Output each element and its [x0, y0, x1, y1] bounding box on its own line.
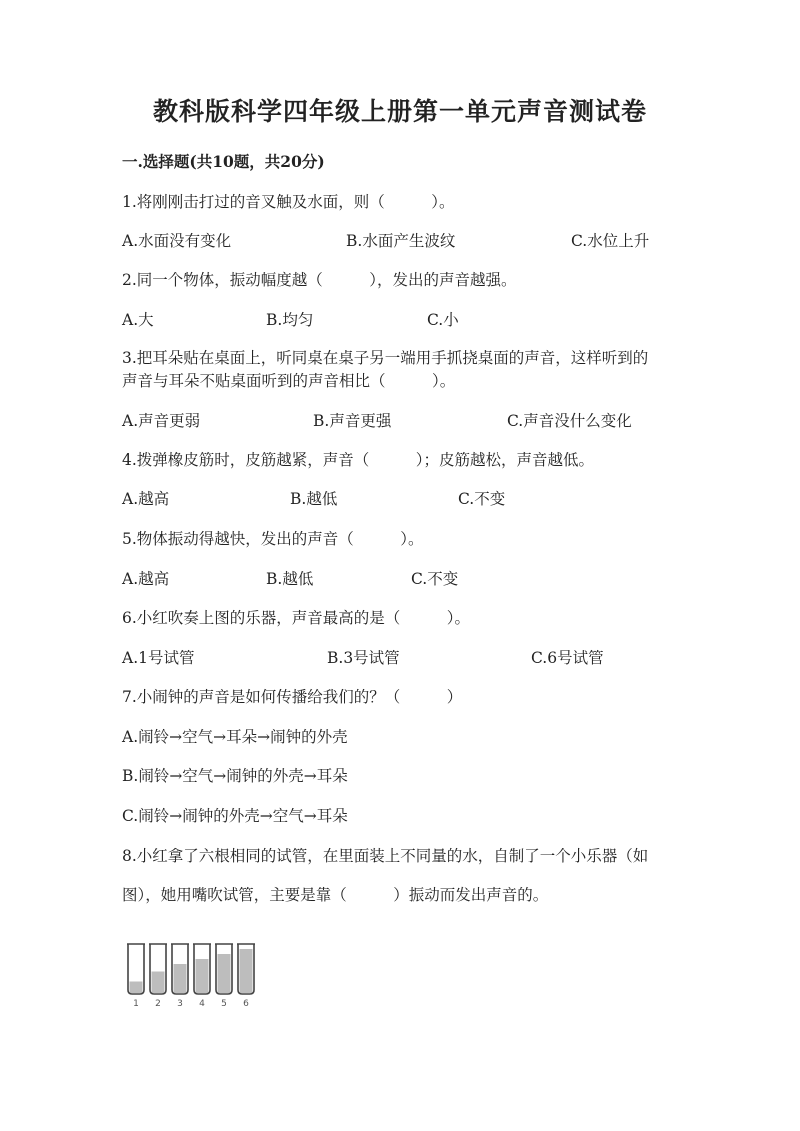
- q4-option-c: C.不变: [458, 490, 506, 508]
- water-level-5: [218, 954, 231, 993]
- q2-option-b: B.均匀: [266, 311, 314, 329]
- tube-label-3: 3: [177, 999, 183, 1009]
- test-tubes-figure: [124, 940, 264, 1015]
- q6-option-a: A.1号试管: [122, 649, 195, 667]
- q3-option-c: C.声音没什么变化: [507, 412, 632, 430]
- q2-option-a: A.大: [122, 311, 154, 329]
- q3-option-a: A.声音更弱: [122, 412, 201, 430]
- tube-label-1: 1: [133, 999, 139, 1009]
- question-3-line-1: 3.把耳朵贴在桌面上，听同桌在桌子另一端用手抓挠桌面的声音，这样听到的: [122, 349, 649, 367]
- question-3-line-2: 声音与耳朵不贴桌面听到的声音相比（ ）。: [122, 372, 456, 390]
- q5-option-a: A.越高: [122, 570, 170, 588]
- test-tube-5: [215, 944, 233, 1009]
- water-level-6: [240, 949, 253, 993]
- q2-option-c: C.小: [427, 311, 459, 329]
- q7-option-c: C.闹铃→闹钟的外壳→空气→耳朵: [122, 807, 348, 825]
- page-title: 教科版科学四年级上册第一单元声音测试卷: [152, 97, 647, 126]
- q6-option-c: C.6号试管: [531, 649, 604, 667]
- q1-option-c: C.水位上升: [571, 232, 650, 250]
- water-level-1: [130, 982, 143, 994]
- tube-label-2: 2: [155, 999, 161, 1009]
- tube-label-5: 5: [221, 999, 227, 1009]
- q1-option-a: A.水面没有变化: [122, 232, 232, 250]
- q4-option-a: A.越高: [122, 490, 170, 508]
- q4-option-b: B.越低: [290, 490, 338, 508]
- test-tube-1: [127, 944, 145, 1009]
- q7-option-b: B.闹铃→空气→闹钟的外壳→耳朵: [122, 767, 348, 785]
- q3-option-b: B.声音更强: [313, 412, 392, 430]
- question-1: 1.将刚刚击打过的音叉触及水面，则（ ）。: [122, 193, 455, 211]
- question-8-line-1: 8.小红拿了六根相同的试管，在里面装上不同量的水，自制了一个小乐器（如: [122, 847, 649, 865]
- question-2: 2.同一个物体，振动幅度越（ ），发出的声音越强。: [122, 271, 517, 289]
- section-heading: 一.选择题(共10题，共20分): [122, 152, 325, 171]
- test-tube-3: [171, 944, 189, 1009]
- tube-label-6: 6: [243, 999, 249, 1009]
- q5-option-b: B.越低: [266, 570, 314, 588]
- water-level-2: [152, 972, 165, 994]
- test-tube-4: [193, 944, 211, 1009]
- test-tube-2: [149, 944, 167, 1009]
- question-8-line-2: 图），她用嘴吹试管，主要是靠（ ）振动而发出声音的。: [122, 886, 549, 904]
- tube-label-4: 4: [199, 999, 205, 1009]
- q6-option-b: B.3号试管: [327, 649, 400, 667]
- question-4: 4.拨弹橡皮筋时，皮筋越紧，声音（ ）；皮筋越松，声音越低。: [122, 451, 595, 469]
- question-6: 6.小红吹奏上图的乐器，声音最高的是（ ）。: [122, 609, 471, 627]
- water-level-4: [196, 959, 209, 993]
- q7-option-a: A.闹铃→空气→耳朵→闹钟的外壳: [122, 728, 348, 746]
- question-5: 5.物体振动得越快，发出的声音（ ）。: [122, 530, 424, 548]
- test-tube-6: [237, 944, 255, 1009]
- water-level-3: [174, 964, 187, 993]
- question-7: 7.小闹钟的声音是如何传播给我们的？（ ）: [122, 688, 463, 706]
- q5-option-c: C.不变: [411, 570, 459, 588]
- q1-option-b: B.水面产生波纹: [346, 232, 456, 250]
